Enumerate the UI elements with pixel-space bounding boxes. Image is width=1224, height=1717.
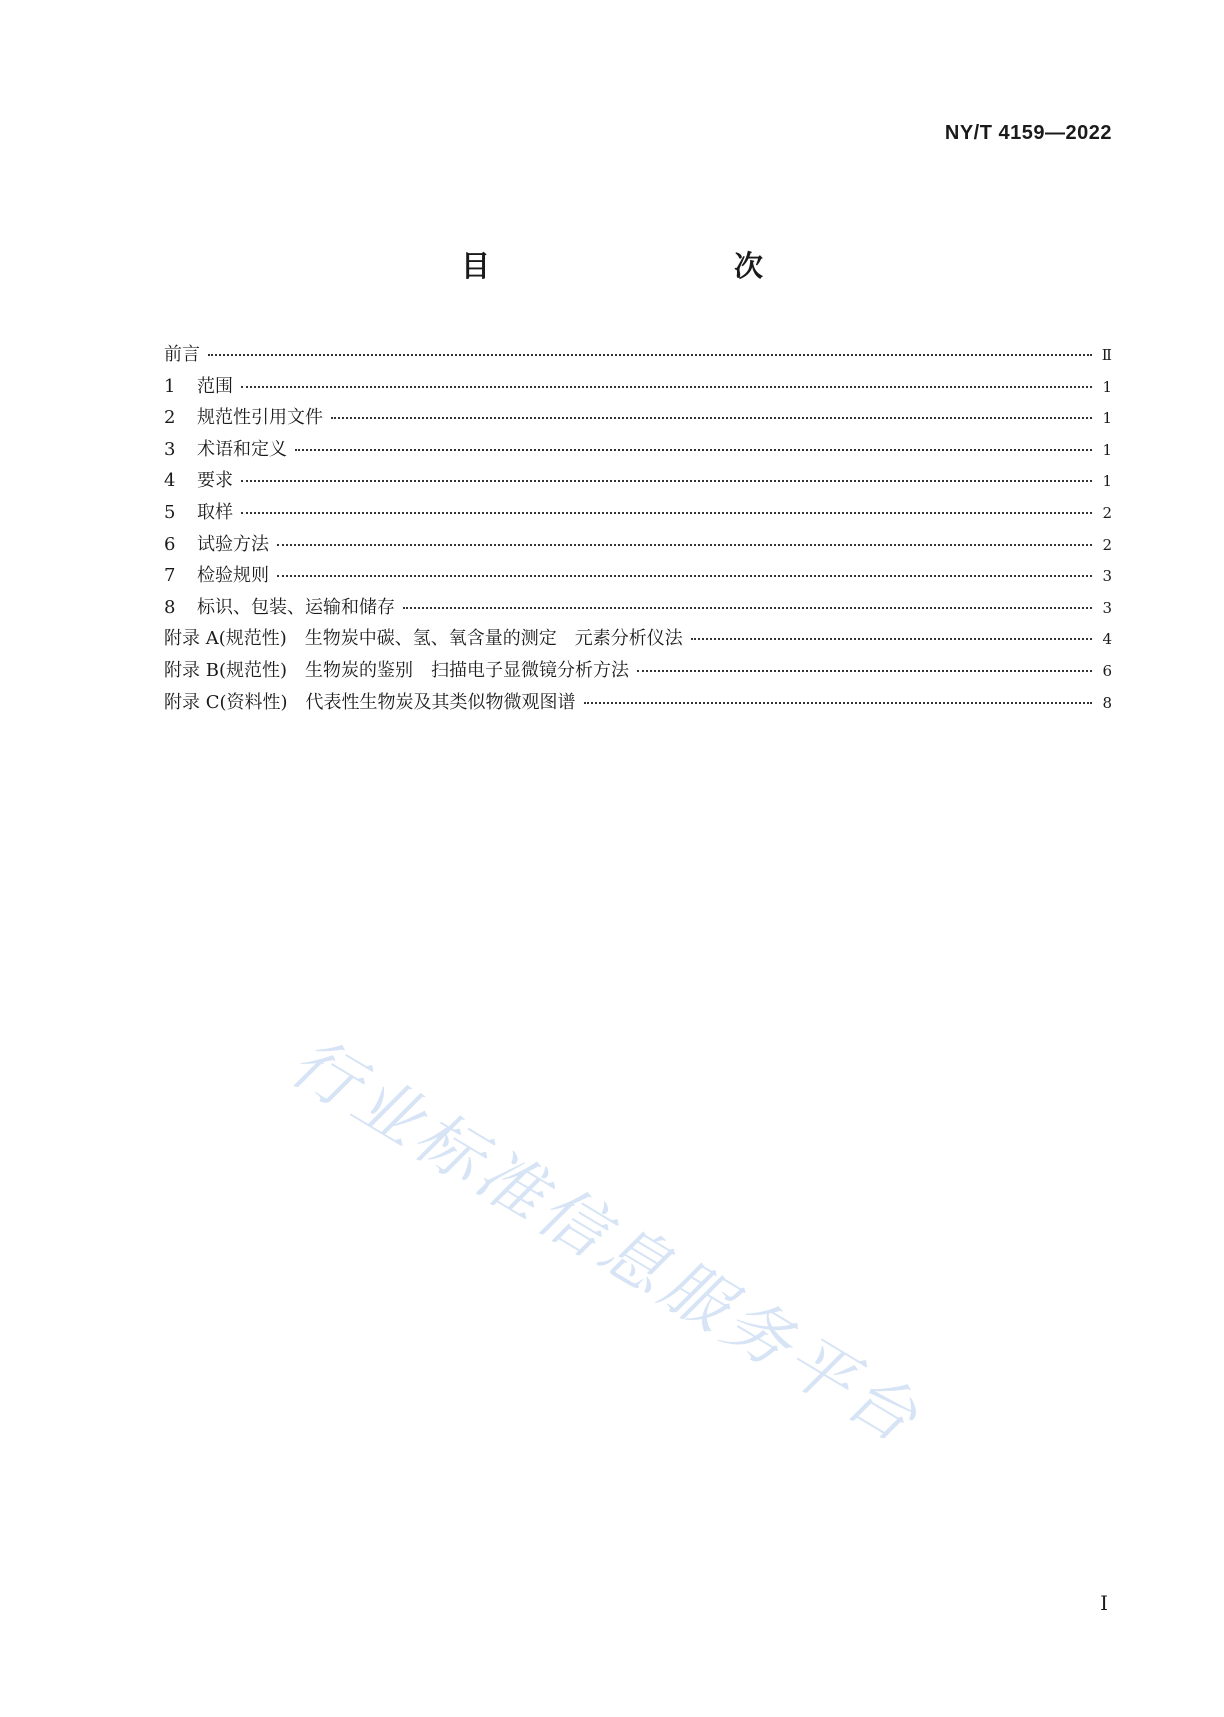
toc-number: 2 xyxy=(164,407,176,429)
toc-page: 4 xyxy=(1102,630,1112,649)
toc-label: 术语和定义 xyxy=(197,438,287,460)
table-of-contents xyxy=(164,340,1112,719)
toc-leader-dots xyxy=(277,575,1092,577)
toc-label: 要求 xyxy=(197,470,233,492)
toc-label: 试验方法 xyxy=(197,533,269,555)
toc-number: 5 xyxy=(164,501,176,523)
toc-page: 2 xyxy=(1102,535,1112,554)
toc-entry[interactable] xyxy=(164,498,1112,530)
watermark: 行业标准信息服务平台 xyxy=(277,1022,935,1460)
toc-entry[interactable] xyxy=(164,372,1112,404)
toc-leader-dots xyxy=(295,449,1092,451)
toc-label: 取样 xyxy=(197,501,233,523)
toc-entry[interactable] xyxy=(164,593,1112,625)
toc-number: 8 xyxy=(164,596,176,618)
toc-page: 8 xyxy=(1102,693,1112,712)
toc-leader-dots xyxy=(331,417,1092,419)
toc-label: 附录 A(规范性) 生物炭中碳、氢、氧含量的测定 元素分析仪法 xyxy=(164,628,683,650)
toc-entry[interactable] xyxy=(164,340,1112,372)
toc-page: 3 xyxy=(1102,598,1112,617)
toc-page: 6 xyxy=(1102,661,1112,680)
toc-label: 附录 B(规范性) 生物炭的鉴别 扫描电子显微镜分析方法 xyxy=(164,659,629,681)
toc-entry[interactable] xyxy=(164,530,1112,562)
toc-page: 3 xyxy=(1102,567,1112,586)
toc-entry[interactable] xyxy=(164,688,1112,720)
toc-leader-dots xyxy=(637,670,1092,672)
toc-leader-dots xyxy=(241,386,1092,388)
toc-leader-dots xyxy=(241,512,1092,514)
toc-number: 1 xyxy=(164,375,176,397)
toc-label: 规范性引用文件 xyxy=(197,407,323,429)
toc-leader-dots xyxy=(241,480,1092,482)
toc-label: 检验规则 xyxy=(197,565,269,587)
toc-entry[interactable] xyxy=(164,435,1112,467)
toc-entry[interactable] xyxy=(164,561,1112,593)
toc-number: 6 xyxy=(164,533,176,555)
toc-number: 7 xyxy=(164,565,176,587)
toc-page: 1 xyxy=(1102,440,1112,459)
toc-label: 范围 xyxy=(197,375,233,397)
toc-leader-dots xyxy=(691,638,1092,640)
toc-leader-dots xyxy=(403,607,1092,609)
toc-page: 1 xyxy=(1102,409,1112,428)
toc-entry[interactable] xyxy=(164,656,1112,688)
toc-entry[interactable] xyxy=(164,466,1112,498)
toc-number: 3 xyxy=(164,438,176,460)
toc-leader-dots xyxy=(584,702,1092,704)
toc-leader-dots xyxy=(208,354,1092,356)
toc-page: 2 xyxy=(1102,503,1112,522)
page-number: Ⅰ xyxy=(1100,1591,1108,1615)
standard-code: NY/T 4159—2022 xyxy=(944,122,1112,144)
toc-label: 附录 C(资料性) 代表性生物炭及其类似物微观图谱 xyxy=(164,691,576,713)
toc-entry[interactable] xyxy=(164,403,1112,435)
toc-page: 1 xyxy=(1102,472,1112,491)
toc-page: 1 xyxy=(1102,377,1112,396)
toc-entry[interactable] xyxy=(164,624,1112,656)
toc-number: 4 xyxy=(164,470,176,492)
toc-label: 前言 xyxy=(164,344,200,365)
page-title: 目 次 xyxy=(460,249,825,283)
toc-label: 标识、包装、运输和储存 xyxy=(197,596,395,618)
toc-page: Ⅱ xyxy=(1101,346,1112,364)
toc-leader-dots xyxy=(277,544,1092,546)
